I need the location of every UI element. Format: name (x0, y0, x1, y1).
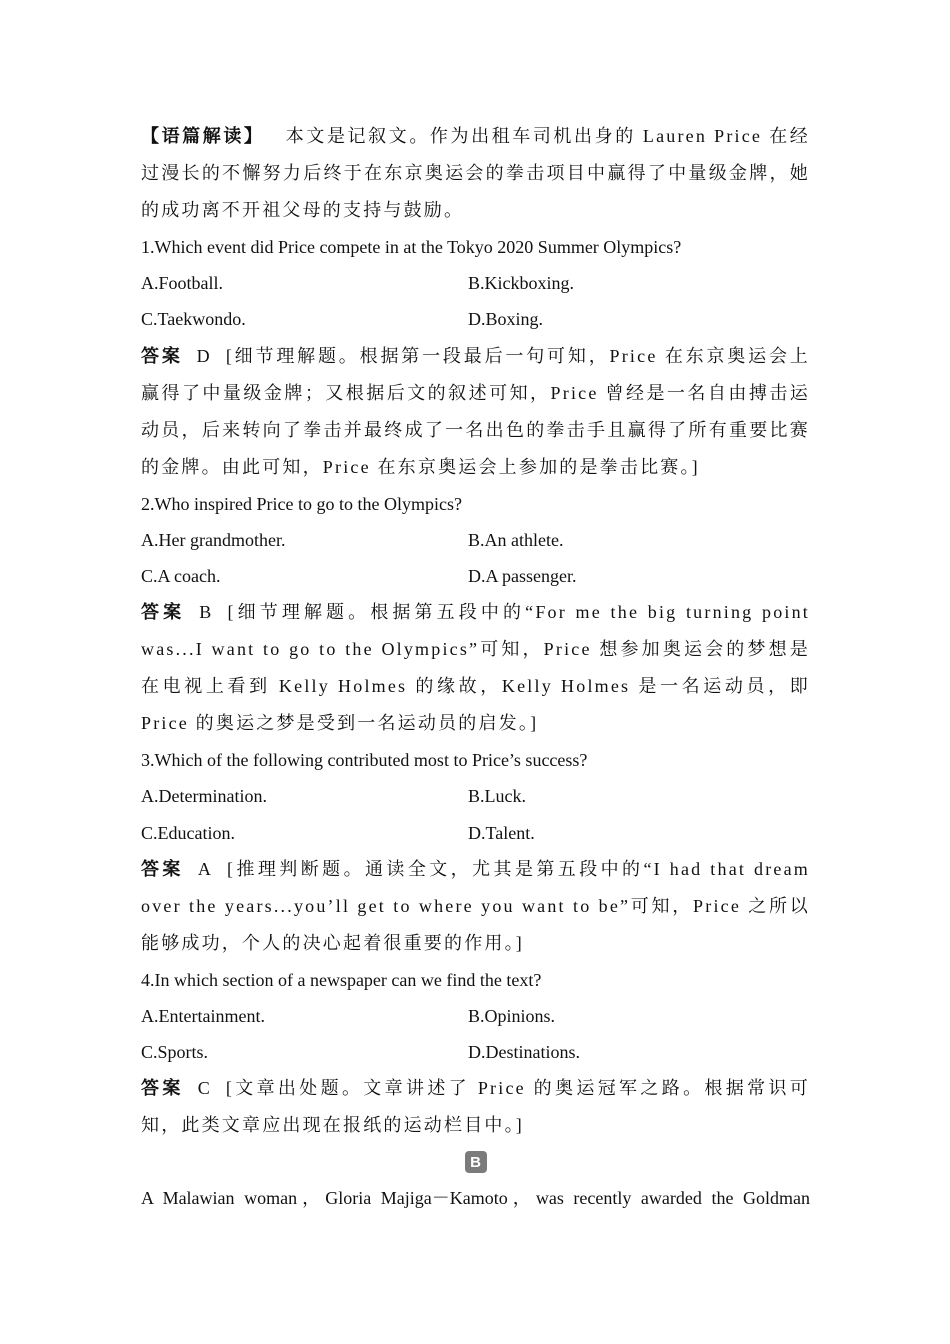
option: B.Luck. (468, 786, 526, 807)
answer-block (141, 1070, 810, 1144)
answer-label: 答案 (141, 345, 183, 366)
section-badge: B (465, 1151, 487, 1173)
options-row (141, 815, 810, 851)
option: C.Taekwondo. (141, 309, 246, 330)
option: C.Education. (141, 822, 235, 843)
options-row (141, 301, 810, 337)
answer-explanation: [推理判断题。通读全文，尤其是第五段中的“I had that dream over the years...you’ll get to where you want to be”可知，Price 之所以能够成功，个人的决心起着很重要的作用。] (141, 858, 810, 953)
options-row (141, 265, 810, 301)
answer-explanation: [文章出处题。文章讲述了 Price 的奥运冠军之路。根据常识可知，此类文章应出现在报纸的运动栏目中。] (141, 1078, 810, 1136)
option: D.Destinations. (468, 1042, 580, 1063)
option: A.Determination. (141, 786, 267, 807)
question-stem: 1.Which event did Price compete in at the Tokyo 2020 Summer Olympics? (141, 237, 682, 257)
answer-explanation: [细节理解题。根据第一段最后一句可知，Price 在东京奥运会上赢得了中量级金牌；又根据后文的叙述可知，Price 曾经是一名自由搏击运动员，后来转向了拳击并最终成了一名出色的拳击手且赢得了所有重要比赛的金牌。由此可知，Price 在东京奥运会上参加的是拳击比赛。] (141, 345, 810, 477)
next-passage-line: A Malawian woman，Gloria Majiga－Kamoto，was recently awarded the Goldman (141, 1188, 810, 1209)
answer-letter: C (197, 1078, 212, 1099)
option: A.Entertainment. (141, 1005, 265, 1026)
option: B.An athlete. (468, 529, 564, 550)
answer-letter: D (196, 345, 212, 366)
options-row (141, 998, 810, 1034)
option: A.Her grandmother. (141, 529, 286, 550)
options-row (141, 1034, 810, 1070)
question-stem: 2.Who inspired Price to go to the Olympics? (141, 493, 462, 514)
answer-letter: A (197, 858, 214, 879)
option: B.Kickboxing. (468, 273, 574, 294)
summary-label: 【语篇解读】 (141, 126, 265, 146)
answer-label: 答案 (141, 858, 184, 879)
summary-text: 本文是记叙文。作为出租车司机出身的 Lauren Price 在经过漫长的不懈努力后终于在东京奥运会的拳击项目中赢得了中量级金牌，她的成功离不开祖父母的支持与鼓励。 (141, 126, 810, 220)
answer-letter: B (199, 602, 214, 623)
option: D.Talent. (468, 822, 535, 843)
options-row (141, 522, 810, 558)
answer-explanation: [细节理解题。根据第五段中的“For me the big turning point was...I want to go to the Olympics”可知，Price 想参加奥运会的梦想是在电视上看到 Kelly Holmes 的缘故，Kelly Holmes 是一名运动员，即 Price 的奥运之梦是受到一名运动员的启发。] (141, 602, 810, 734)
answer-label: 答案 (141, 602, 186, 623)
option: C.Sports. (141, 1042, 209, 1063)
options-row (141, 778, 810, 814)
option: B.Opinions. (468, 1005, 556, 1026)
section-marker (141, 1144, 810, 1180)
option: A.Football. (141, 273, 224, 294)
option: D.A passenger. (468, 565, 577, 586)
options-row (141, 558, 810, 594)
option: D.Boxing. (468, 309, 544, 330)
answer-label: 答案 (141, 1078, 184, 1099)
option: C.A coach. (141, 565, 221, 586)
answer-block (141, 338, 810, 486)
answer-block (141, 594, 810, 742)
answer-block (141, 851, 810, 962)
question-stem: 3.Which of the following contributed most to Price’s success? (141, 750, 588, 771)
document-page (141, 118, 810, 1217)
question-stem: 4.In which section of a newspaper can we find the text? (141, 969, 542, 990)
passage-summary (141, 118, 810, 229)
